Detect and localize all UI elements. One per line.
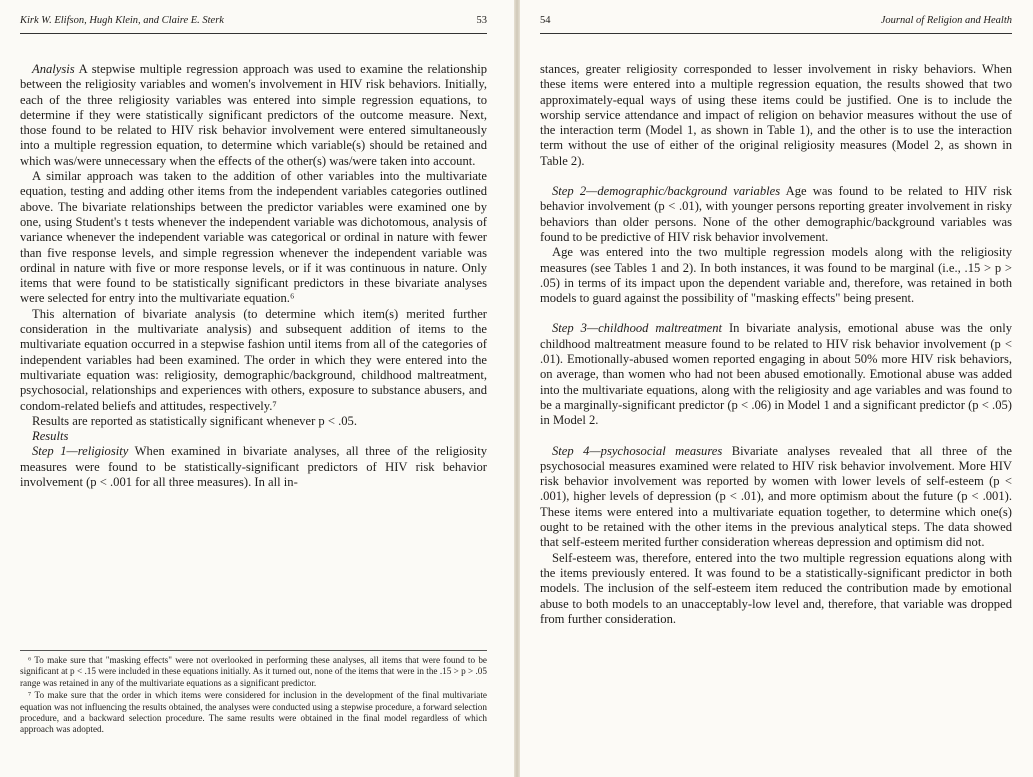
runin-heading: Step 1—religiosity [32,444,129,459]
paragraph-text: A stepwise multiple regression approach was used to examine the relationship between the religiosity variables and women's involvement in HIV risk behaviors. Initially, each of the three religiosity variables was entered into simple regression equations, to determine if they were statistically significant predictors of the outcome measure. Next, those found to be related to HIV risk behavior involvement were entered simultaneously into a multiple regression equation, to determine which variable(s) should be retained and which was/were unnecessary when the effects of the other(s) was/were taken into account. [20,62,487,168]
paragraph-step-3 [540,321,1012,428]
paragraph-text: In bivariate analysis, emotional abuse was the only childhood maltreatment measure found to be related to HIV risk behavior involvement (p < .01). Emotionally-abused women reported engaging in about 50% more HIV risk behaviors, on average, than women who had not been abused emotionally. Emotional abuse was added into the multivariate equations, along with the religiosity and age variables and was found to be a marginally-significant predictor (p < .06) in Model 1 and a significant predictor (p < .05) in Model 2. [540,321,1012,428]
left-page [0,0,516,777]
paragraph-continued [540,62,1012,169]
left-running-head-authors: Kirk W. Elifson, Hugh Klein, and Claire E. Sterk [20,14,224,26]
paragraph-text: Age was found to be related to HIV risk behavior involvement (p < .01), with younger persons reporting greater involvement in risky behaviors than older persons. None of the other demographic/background variables was found to be predictive of HIV risk behavior involvement. [540,184,1012,244]
paragraph [20,169,487,307]
right-page-number: 54 [540,14,551,26]
runin-heading: Analysis [32,62,75,76]
footnote-7: ⁷ To make sure that the order in which items were considered for inclusion in the development of the final multivariate equation was not influencing the results obtained, the analyses were conducted using a stepwise procedure, a forward selection procedure, and a backward selection procedure. The same results were obtained in the final model regardless of which approach was adopted. [20,690,487,735]
paragraph-text: Bivariate analyses revealed that all three of the psychosocial measures examined were related to HIV risk behavior involvement. More HIV risk behavior involvement was reported by women with lower levels of self-esteem (p < .001), higher levels of depression (p < .01), and more optimism about the future (p < .001). These items were entered into a multivariate equation together, to determine which one(s) ought to be retained with the other items in the previous analytical steps. The data showed that self-esteem merited further consideration whereas depression and optimism did not. [540,443,1013,550]
paragraph-text: This alternation of bivariate analysis (to determine which item(s) merited further consideration in the multivariate analysis) and subsequent addition of items to the multivariate equation occurred in a stepwise fashion until items from all of the categories of independent variables had been examined. The order in which they were entered into the multivariate equation was: religiosity, demographic/background, childhood maltreatment, psychosocial, relationships and experiences with others, exposure to substance abusers, and condom-related beliefs and attitudes, respectively.⁷ [20,306,487,413]
right-header-rule [540,33,1012,34]
paragraph [20,307,487,414]
right-running-head [540,10,1012,30]
section-heading-results: Results [32,429,69,444]
right-running-head-journal: Journal of Religion and Health [880,14,1012,26]
book-gutter [514,0,520,777]
paragraph-analysis [20,62,487,169]
paragraph [20,414,487,429]
runin-heading: Step 4—psychosocial measures [552,443,723,458]
paragraph [540,551,1012,627]
right-page [516,0,1032,777]
paragraph-text: Self-esteem was, therefore, entered into the two multiple regression equations along with the items previously entered. It was found to be a statistically-significant predictor in both models. The inclusion of the self-esteem item reduced the contribution made by emotional abuse to both models to an unacceptably-low level and, therefore, that variable was dropped from further consideration. [540,550,1012,626]
paragraph-text: Age was entered into the two multiple regression models along with the religiosity measures (see Tables 1 and 2). In both instances, it was found to be marginal (i.e., .15 > p > .05) in terms of its impact upon the dependent variable and, therefore, was retained in both models to guard against the possibility of "masking effects" being present. [540,245,1012,306]
right-body-text [540,62,1012,627]
paragraph-text: When examined in bivariate analyses, all three of the religiosity measures were found to be statistically-significant predictors of HIV risk behavior involvement (p < .001 for all three measures). In all in- [20,444,487,490]
left-body-text [20,62,487,490]
footnote-6: ⁶ To make sure that "masking effects" were not overlooked in performing these analyses, all items that were found to be significant at p < .15 were included in these equations initially. As it turned out, none of the items that were in the .15 > p > .05 range was retained in any of the multivariate equations as a significant predictor. [20,655,487,688]
left-page-number: 53 [476,14,487,26]
paragraph [540,245,1012,306]
paragraph-step-2 [540,184,1012,245]
paragraph-text: stances, greater religiosity corresponded to lesser involvement in risky behaviors. When these items were entered into a multiple regression equation, the results showed that two approximately-equal ways of using these items could be justified. One is to include the worship service attendance and impact of religion on behavior measures without the use of the interaction term (Model 1, as shown in Table 1), and the other is to use the interaction term without the use of either of the original religiosity measures (Model 2, as shown in Table 2). [540,62,1012,168]
paragraph-text: Results are reported as statistically significant whenever p < .05. [32,413,358,428]
paragraph-text: A similar approach was taken to the addition of other variables into the multivariate equation, testing and adding other items from the independent variables categories outlined above. The bivariate relationships between the predictor variables were examined one by one, using Student's t tests whenever the independent variable was dichotomous, analysis of variance whenever the independent variable was categorical or ordinal in nature with fewer than five response levels, and simple regression whenever the independent variable was ordinal in nature with five or more response levels, or if it was continuous in nature. Only items that were found to be statistically significant predictors in these bivariate analyses were selected for entry into the multivariate equation.⁶ [20,169,487,306]
runin-heading: Step 3—childhood maltreatment [552,321,723,336]
paragraph-step-4 [540,444,1012,551]
paragraph-step-1 [20,444,487,490]
left-running-head [20,10,487,30]
left-header-rule [20,33,487,34]
footnotes [20,650,487,736]
runin-heading: Step 2—demographic/background variables [552,184,781,199]
